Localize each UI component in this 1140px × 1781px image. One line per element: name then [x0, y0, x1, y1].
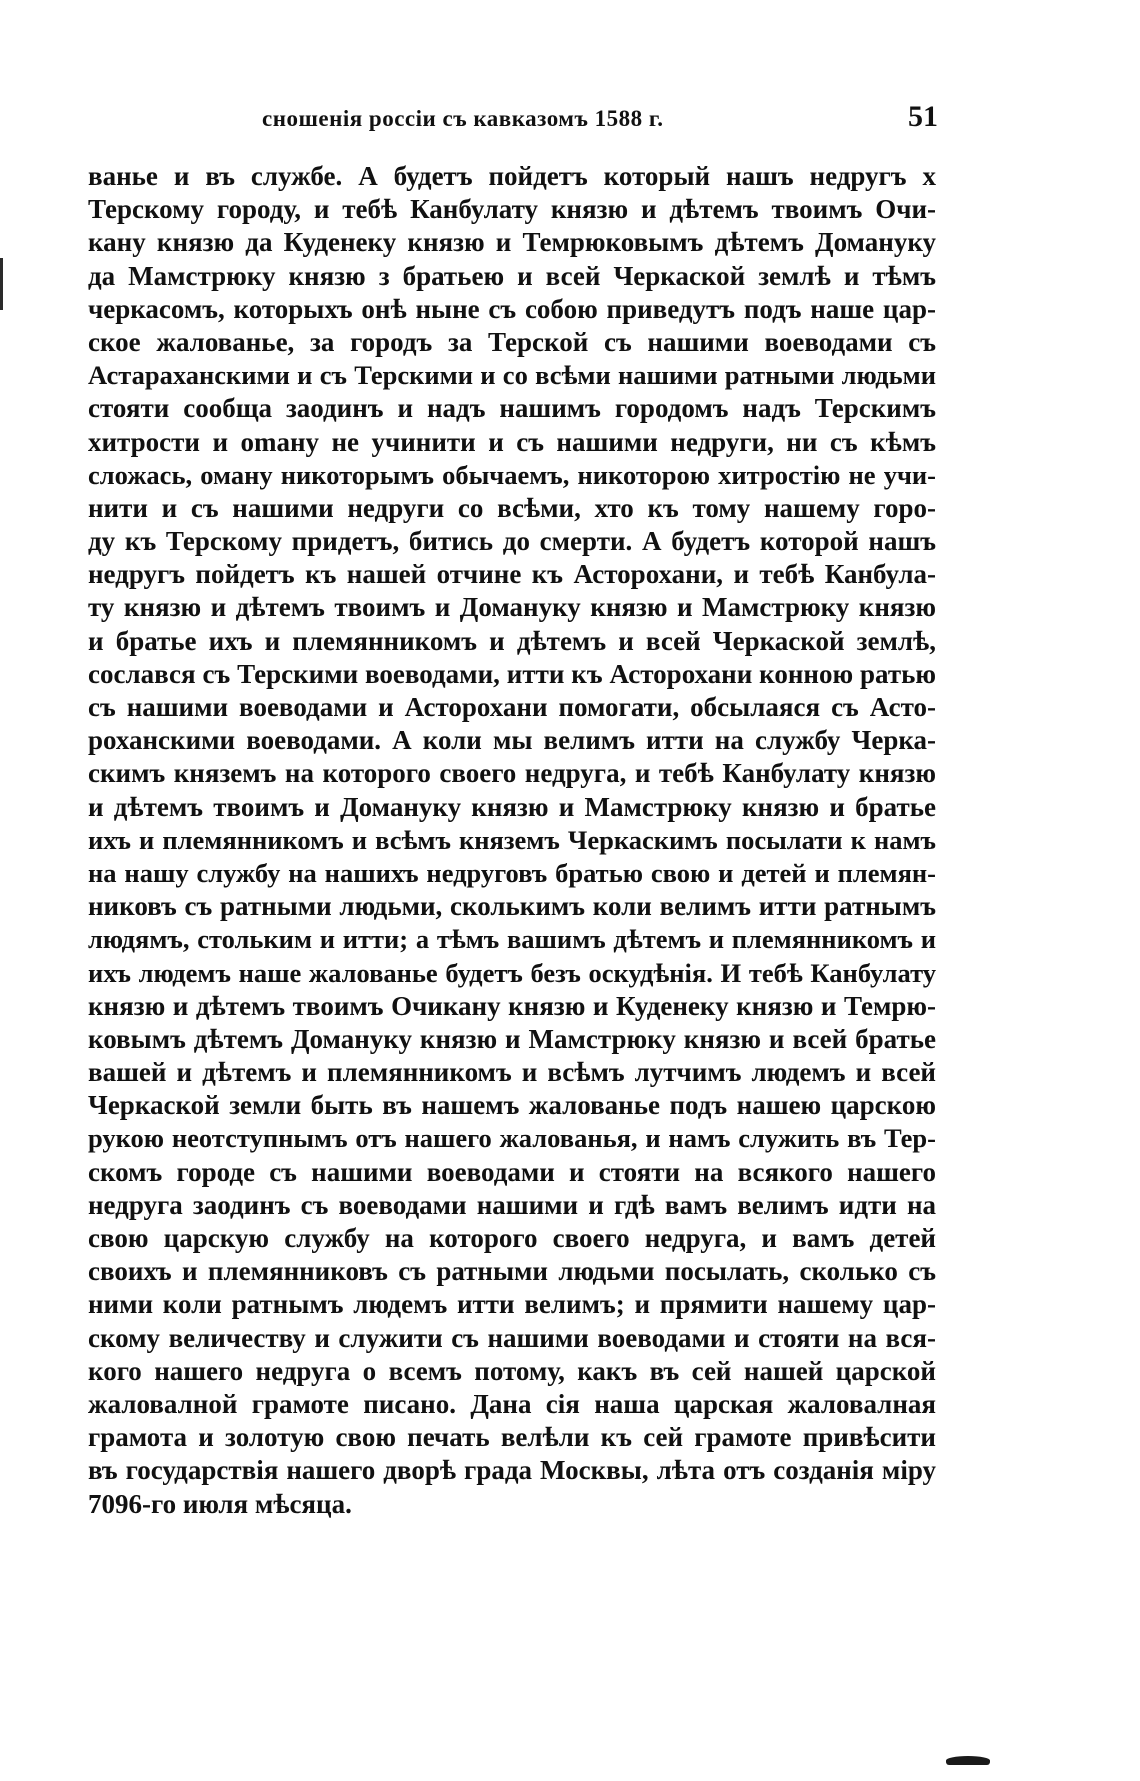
- page-number: 51: [908, 100, 938, 133]
- text-line: ними коли ратнымъ людемъ итти велимъ; и прямити нашему цар-: [88, 1289, 936, 1320]
- text-line: никовъ съ ратными людьми, сколькимъ коли велимъ итти ратнымъ: [88, 891, 936, 922]
- text-line: свою царскую службу на которого своего недруга, и вамъ детей: [88, 1223, 936, 1253]
- text-line: грамота и золотую свою печать велѣли къ сей грамоте привѣсити: [88, 1422, 936, 1453]
- text-line: вашей и дѣтемъ и племянникомъ и всѣмъ лутчимъ людемъ и всей: [88, 1057, 936, 1088]
- text-line: Черкаской земли быть въ нашемъ жалованье подъ нашею царскою: [88, 1090, 936, 1121]
- text-line: ковымъ дѣтемъ Домануку князю и Мамстрюку князю и всей братье: [88, 1023, 936, 1054]
- text-line: сложась, оману никоторымъ обычаемъ, никоторою хитростiю не учи-: [88, 459, 936, 490]
- text-line: скомъ городе съ нашими воеводами и стояти на всякого нашего: [88, 1156, 936, 1187]
- text-line: и дѣтемъ твоимъ и Домануку князю и Мамстрюку князю и братье: [88, 791, 936, 822]
- text-line: роханскими воеводами. А коли мы велимъ итти на службу Черка-: [88, 725, 936, 756]
- text-line: недруга заодинъ съ воеводами нашими и гдѣ вамъ велимъ идти на: [88, 1189, 936, 1220]
- text-line: съ нашими воеводами и Асторохани помогати, обсылаяся съ Асто-: [88, 692, 936, 722]
- text-line: сослався съ Терскими воеводами, итти къ Асторохани конною ратью: [88, 658, 936, 689]
- body-text: [88, 160, 936, 1521]
- text-line: нити и съ нашими недруги со всѣми, хто къ тому нашему горо-: [88, 492, 936, 523]
- text-line: кого нашего недруга о всемъ потому, какъ въ сей нашей царской: [88, 1355, 936, 1386]
- text-line: на нашу службу на нашихъ недруговъ братью свою и детей и племян-: [88, 857, 936, 888]
- text-line: стояти сообща заодинъ и надъ нашимъ городомъ надъ Терскимъ: [88, 393, 936, 424]
- text-line: князю и дѣтемъ твоимъ Очикану князю и Куденеку князю и Темрю-: [88, 990, 936, 1021]
- print-blot-mark: [946, 1756, 990, 1765]
- text-line: ихъ и племянникомъ и всѣмъ княземъ Черкаскимъ посылати к намъ: [88, 824, 936, 855]
- text-line: и братье ихъ и племянникомъ и дѣтемъ и всей Черкаской землѣ,: [88, 625, 936, 656]
- text-line: кану князю да Куденеку князю и Темрюковымъ дѣтемъ Домануку: [88, 227, 936, 258]
- text-line: недругъ пойдетъ къ нашей отчине къ Асторохани, и тебѣ Канбула-: [88, 559, 936, 590]
- running-title: сношенiя россiи съ кавказомъ 1588 г.: [262, 106, 664, 131]
- text-line: да Мамстрюку князю з братьею и всей Черкаской землѣ и тѣмъ: [88, 260, 936, 291]
- text-line: въ государствiя нашего дворѣ града Москвы, лѣта отъ созданiя мiру: [88, 1455, 936, 1486]
- text-line: своихъ и племянниковъ съ ратными людьми посылать, сколько съ: [88, 1256, 936, 1287]
- text-line: ванье и въ службе. А будетъ пойдетъ который нашъ недругъ х: [88, 161, 936, 191]
- text-line: ское жалованье, за городъ за Терской съ нашими воеводами съ: [88, 326, 936, 357]
- text-line: людямъ, стольким и итти; а тѣмъ вашимъ дѣтемъ и племянникомъ и: [88, 924, 936, 955]
- text-line: жаловалной грамоте писано. Дана сiя наша царская жаловалная: [88, 1388, 936, 1419]
- text-line: ду къ Терскому придетъ, битись до смерти. А будетъ которой нашъ: [88, 526, 936, 557]
- running-head: [262, 98, 938, 138]
- text-line: Астараханскими и съ Терскими и со всѣми нашими ратными людьми: [88, 360, 936, 391]
- text-line: рукою неотступнымъ отъ нашего жалованья, и намъ служить въ Тер-: [88, 1123, 936, 1154]
- text-line: Терскому городу, и тебѣ Канбулату князю и дѣтемъ твоимъ Очи-: [88, 194, 936, 225]
- binding-edge-mark: [0, 258, 3, 310]
- text-line-final: 7096-го июля мѣсяца.: [88, 1488, 352, 1519]
- text-line: ту князю и дѣтемъ твоимъ и Доманyку князю и Мамстрюку князю: [88, 592, 936, 623]
- text-line: хитрости и omaнy не учинити и съ нашими недруги, ни съ кѣмъ: [88, 426, 936, 457]
- text-line: черкасомъ, которыхъ онѣ ныне съ собою приведутъ подъ наше цар-: [88, 293, 936, 324]
- text-line: скому величеству и служити съ нашими воеводами и стояти на вся-: [88, 1322, 936, 1353]
- text-line: ихъ людемъ наше жалованье будетъ безъ оскудѣнiя. И тебѣ Канбулату: [88, 957, 936, 988]
- text-line: скимъ княземъ на которого своего недруга, и тебѣ Канбулату князю: [88, 758, 936, 789]
